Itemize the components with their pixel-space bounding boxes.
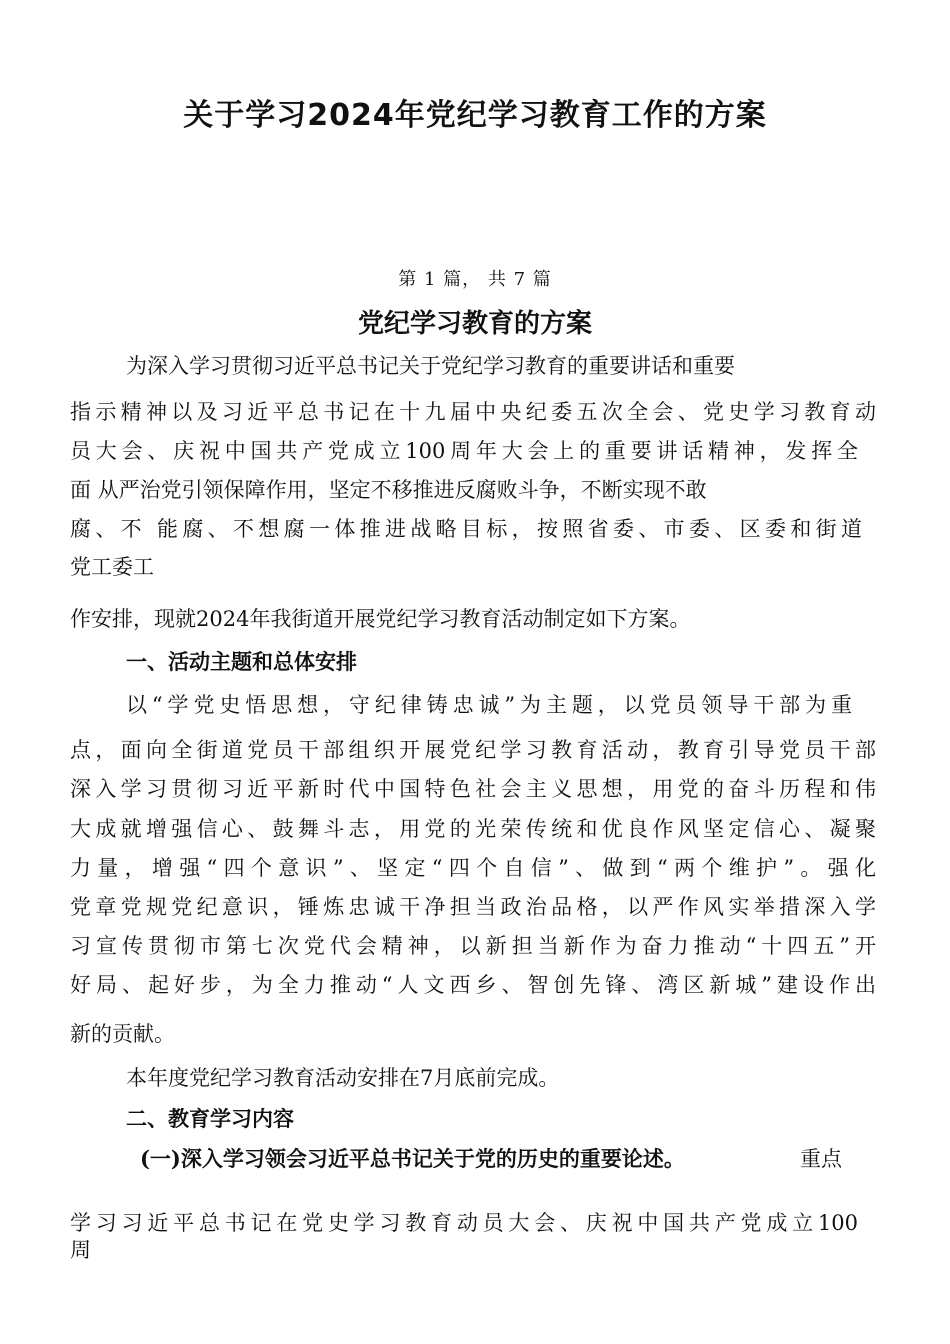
paragraph-line: 腐、不 能腐、不想腐一体推进战略目标，按照省委、市委、区委和街道	[70, 517, 862, 541]
paragraph-line: 习宣传贯彻市第七次党代会精神，以新担当新作为奋力推动“十四五”开	[70, 934, 876, 958]
paragraph-line: 学习习近平总书记在党史学习教育动员大会、庆祝中国共产党成立100	[70, 1211, 858, 1235]
paragraph-line: 为深入学习贯彻习近平总书记关于党纪学习教育的重要讲话和重要	[126, 354, 735, 378]
paragraph-line: 新的贡献。	[70, 1022, 175, 1046]
paragraph-line: 深入学习贯彻习近平新时代中国特色社会主义思想，用党的奋斗历程和伟	[70, 777, 876, 801]
document-title: 关于学习2024年党纪学习教育工作的方案	[183, 98, 767, 133]
paragraph-line: 力量，增强“四个意识”、坚定“四个自信”、做到“两个维护”。强化	[70, 856, 876, 880]
paragraph-line: 面 从严治党引领保障作用，坚定不移推进反腐败斗争，不断实现不敢	[70, 478, 707, 502]
section-title: 党纪学习教育的方案	[357, 309, 592, 339]
paragraph-line: 以“学党史悟思想，守纪律铸忠诚”为主题，以党员领导干部为重	[126, 693, 852, 717]
paragraph-line: 本年度党纪学习教育活动安排在7月底前完成。	[126, 1066, 560, 1090]
subsection-heading: (一)深入学习领会习近平总书记关于党的历史的重要论述。	[140, 1146, 685, 1171]
section-heading: 一、活动主题和总体安排	[126, 650, 357, 674]
paragraph-line: 作安排，现就2024年我街道开展党纪学习教育活动制定如下方案。	[70, 607, 691, 631]
paragraph-line: 周	[70, 1238, 91, 1262]
paragraph-line: 重点	[800, 1147, 842, 1171]
paragraph-line: 好局、起好步，为全力推动“人文西乡、智创先锋、湾区新城”建设作出	[70, 973, 876, 997]
paragraph-line: 点，面向全街道党员干部组织开展党纪学习教育活动，教育引导党员干部	[70, 738, 876, 762]
paragraph-line: 指示精神以及习近平总书记在十九届中央纪委五次全会、党史学习教育动	[70, 400, 876, 424]
section-heading: 二、教育学习内容	[126, 1107, 294, 1131]
paragraph-line: 员大会、庆祝中国共产党成立100周年大会上的重要讲话精神，发挥全	[70, 439, 858, 463]
paragraph-line: 大成就增强信心、鼓舞斗志，用党的光荣传统和优良作风坚定信心、凝聚	[70, 817, 876, 841]
paragraph-line: 党工委工	[70, 555, 154, 579]
part-label: 第 1 篇， 共 7 篇	[398, 269, 552, 290]
paragraph-line: 党章党规党纪意识，锤炼忠诚干净担当政治品格，以严作风实举措深入学	[70, 895, 876, 919]
